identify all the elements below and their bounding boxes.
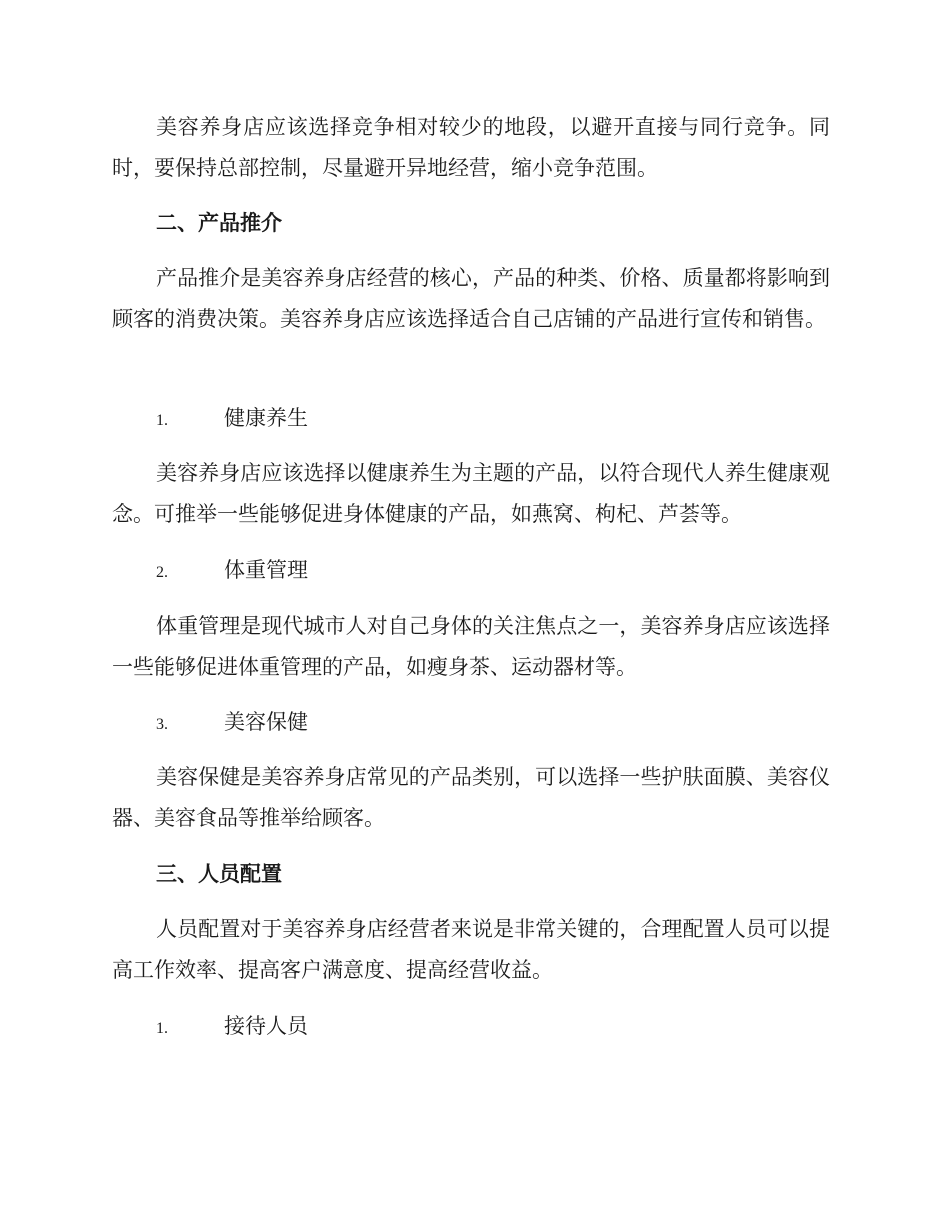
list-item-label: 美容保健: [224, 710, 308, 734]
paragraph-product-promotion-intro: 产品推介是美容养身店经营的核心，产品的种类、价格、质量都将影响到顾客的消费决策。美容养身店应该选择适合自己店铺的产品进行宣传和销售。: [112, 266, 830, 331]
list-item-number: 1.: [156, 412, 168, 429]
list-item-label: 健康养生: [224, 406, 308, 430]
paragraph-weight-management: 体重管理是现代城市人对自己身体的关注焦点之一，美容养身店应该选择一些能够促进体重管理的产品，如瘦身茶、运动器材等。: [112, 614, 830, 679]
paragraph-location-competition: 美容养身店应该选择竞争相对较少的地段，以避开直接与同行竞争。同时，要保持总部控制，尽量避开异地经营，缩小竞争范围。: [112, 115, 830, 180]
list-item-beauty-care: [156, 702, 308, 745]
list-item-health: [156, 398, 308, 441]
paragraph-beauty-care: 美容保健是美容养身店常见的产品类别，可以选择一些护肤面膜、美容仪器、美容食品等推举给顾客。: [112, 765, 830, 830]
list-item-label: 接待人员: [224, 1014, 308, 1038]
list-item-number: 3.: [156, 716, 168, 733]
list-item-reception-staff: [156, 1006, 308, 1049]
list-item-label: 体重管理: [224, 558, 308, 582]
list-item-weight-management: [156, 550, 308, 593]
paragraph-health-products: 美容养身店应该选择以健康养生为主题的产品，以符合现代人养生健康观念。可推举一些能够促进身体健康的产品，如燕窝、枸杞、芦荟等。: [112, 461, 830, 526]
section-heading-product-promotion: 二、产品推介: [156, 211, 282, 235]
list-item-number: 2.: [156, 564, 168, 581]
list-item-number: 1.: [156, 1020, 168, 1037]
paragraph-staffing-intro: 人员配置对于美容养身店经营者来说是非常关键的，合理配置人员可以提高工作效率、提高客户满意度、提高经营收益。: [112, 917, 830, 982]
section-heading-staffing: 三、人员配置: [156, 862, 282, 886]
